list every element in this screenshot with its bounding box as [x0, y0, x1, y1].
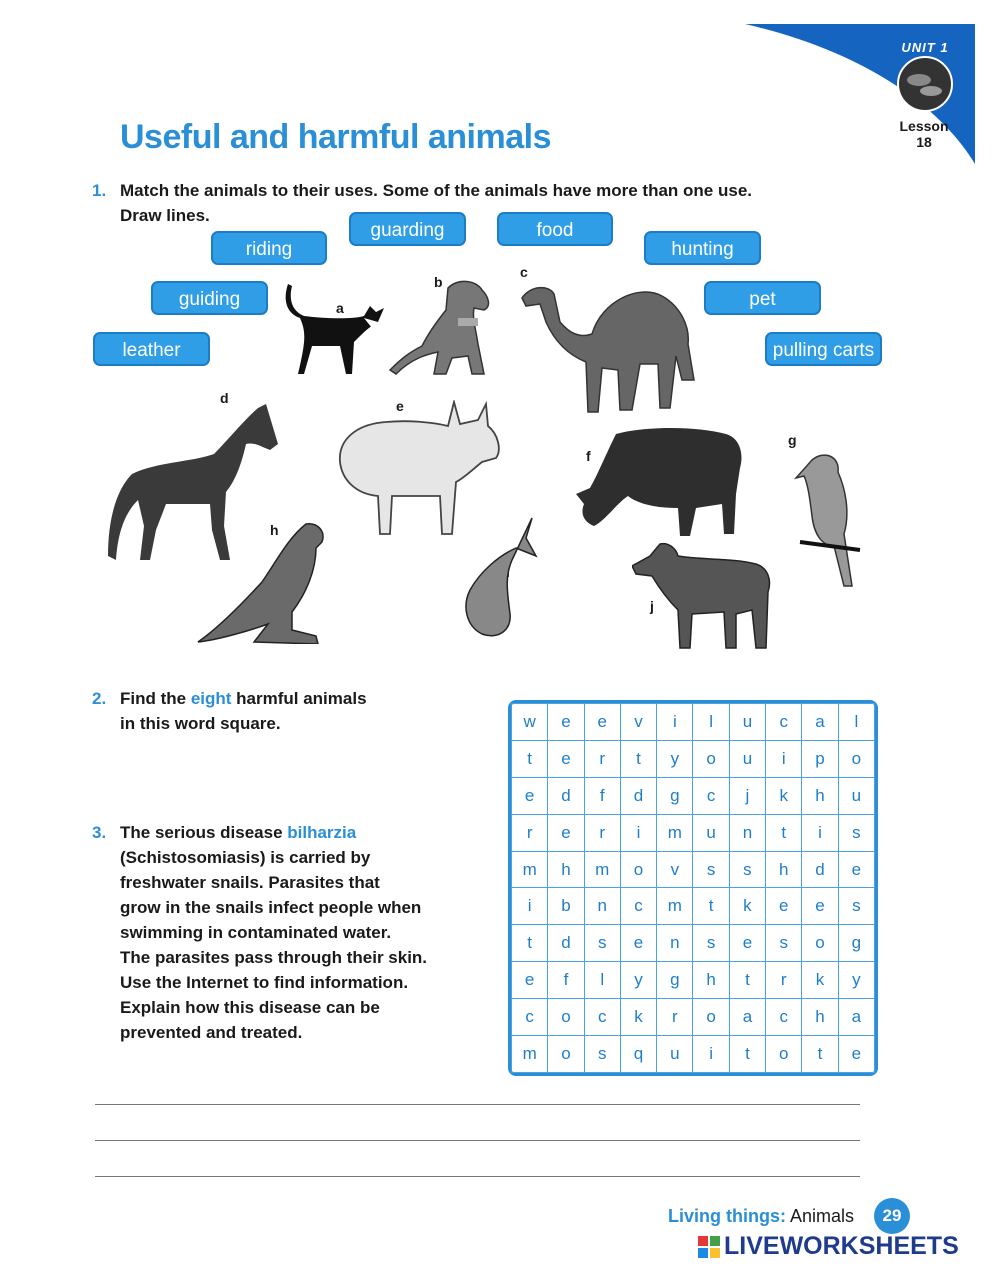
footer-topic — [668, 1206, 854, 1227]
word-square-cell[interactable]: e — [802, 888, 838, 925]
word-square-cell[interactable]: r — [512, 814, 548, 851]
q3-line: grow in the snails infect people when — [120, 898, 422, 917]
chip-riding[interactable]: riding — [211, 231, 327, 265]
word-square-cell[interactable]: s — [693, 925, 729, 962]
word-square-cell[interactable]: s — [584, 925, 620, 962]
word-square-cell[interactable]: r — [584, 740, 620, 777]
parrot-icon — [794, 450, 866, 590]
word-square-cell[interactable]: i — [693, 1036, 729, 1073]
question-1-text-2: Draw lines. — [120, 206, 210, 225]
question-number: 2. — [92, 689, 107, 708]
goat-icon — [632, 540, 774, 652]
word-square-cell[interactable]: e — [512, 777, 548, 814]
animal-letter-h: h — [270, 522, 279, 538]
word-square-cell[interactable]: m — [657, 888, 693, 925]
q2-text-post: harmful animals — [231, 689, 367, 708]
word-square-cell[interactable]: l — [693, 704, 729, 741]
animal-letter-d: d — [220, 390, 229, 406]
answer-line[interactable] — [95, 1140, 860, 1141]
word-square-cell[interactable]: t — [512, 925, 548, 962]
chip-hunting[interactable]: hunting — [644, 231, 761, 265]
footer-topic-bold: Living things: — [668, 1206, 786, 1226]
word-square-cell[interactable]: m — [512, 851, 548, 888]
word-square-cell[interactable]: o — [693, 999, 729, 1036]
liveworksheets-logo-icon — [698, 1236, 720, 1258]
answer-line[interactable] — [95, 1104, 860, 1105]
word-square-row — [512, 1036, 875, 1073]
word-square-cell[interactable]: e — [548, 704, 584, 741]
word-square-cell[interactable]: c — [584, 999, 620, 1036]
word-square-cell[interactable]: s — [838, 814, 874, 851]
dog-icon — [388, 278, 500, 382]
q3-line: Explain how this disease can be — [120, 998, 380, 1017]
word-square-cell[interactable]: f — [548, 962, 584, 999]
watermark: LIVEWORKSHEETS — [724, 1232, 959, 1260]
word-square-cell[interactable]: e — [548, 814, 584, 851]
animal-letter-j: j — [650, 598, 654, 614]
word-square-cell[interactable]: g — [657, 777, 693, 814]
camel-icon — [520, 278, 700, 418]
lesson-number: 18 — [916, 134, 932, 150]
word-square-cell[interactable]: g — [657, 962, 693, 999]
chip-leather[interactable]: leather — [93, 332, 210, 366]
word-square-cell[interactable]: e — [838, 851, 874, 888]
chip-food[interactable]: food — [497, 212, 613, 246]
word-square-cell[interactable]: y — [838, 962, 874, 999]
cow-icon — [576, 424, 746, 544]
word-square-cell[interactable]: q — [620, 1036, 656, 1073]
word-square-cell[interactable]: h — [693, 962, 729, 999]
word-square-cell[interactable]: u — [838, 777, 874, 814]
word-square-cell[interactable]: a — [802, 704, 838, 741]
chip-guiding[interactable]: guiding — [151, 281, 268, 315]
word-square-cell[interactable]: t — [729, 962, 765, 999]
word-square-cell[interactable]: c — [693, 777, 729, 814]
word-square-cell[interactable]: s — [584, 1036, 620, 1073]
word-square-row — [512, 851, 875, 888]
word-square-cell[interactable]: o — [548, 999, 584, 1036]
lesson-label — [892, 118, 956, 150]
word-square-cell[interactable]: a — [838, 999, 874, 1036]
word-square-cell[interactable]: n — [729, 814, 765, 851]
word-square-cell[interactable]: h — [548, 851, 584, 888]
word-square-cell[interactable]: r — [657, 999, 693, 1036]
word-square — [508, 700, 878, 1076]
word-square-cell[interactable]: d — [802, 851, 838, 888]
word-square-cell[interactable]: e — [548, 740, 584, 777]
animal-letter-e: e — [396, 398, 404, 414]
word-square-row — [512, 888, 875, 925]
lesson-word: Lesson — [899, 118, 949, 134]
word-square-row — [512, 777, 875, 814]
word-square-cell[interactable]: t — [693, 888, 729, 925]
word-square-row — [512, 814, 875, 851]
answer-line[interactable] — [95, 1176, 860, 1177]
word-square-cell[interactable]: r — [766, 962, 802, 999]
word-square-cell[interactable]: t — [620, 740, 656, 777]
footer-subtopic: Animals — [785, 1206, 855, 1226]
word-square-cell[interactable]: h — [802, 999, 838, 1036]
chip-pulling-carts[interactable]: pulling carts — [765, 332, 882, 366]
word-square-cell[interactable]: h — [802, 777, 838, 814]
word-square-cell[interactable]: e — [512, 962, 548, 999]
word-square-cell[interactable]: e — [620, 925, 656, 962]
q2-text-pre: Find the — [120, 689, 191, 708]
word-square-cell[interactable]: c — [512, 999, 548, 1036]
word-square-cell[interactable]: p — [802, 740, 838, 777]
word-square-cell[interactable]: o — [838, 740, 874, 777]
q3-line: (Schistosomiasis) is carried by — [120, 848, 371, 867]
q2-line2: in this word square. — [120, 714, 281, 733]
word-square-cell[interactable]: t — [729, 1036, 765, 1073]
word-square-row — [512, 704, 875, 741]
fish-icon — [452, 516, 538, 640]
word-square-cell[interactable]: o — [620, 851, 656, 888]
word-square-cell[interactable]: s — [693, 851, 729, 888]
word-square-cell[interactable]: u — [729, 740, 765, 777]
word-square-cell[interactable]: o — [548, 1036, 584, 1073]
chip-pet[interactable]: pet — [704, 281, 821, 315]
word-square-cell[interactable]: f — [584, 777, 620, 814]
q3-text-pre: The serious disease — [120, 823, 288, 842]
word-square-cell[interactable]: o — [802, 925, 838, 962]
word-square-cell[interactable]: n — [657, 925, 693, 962]
question-3 — [92, 820, 490, 1045]
question-number: 1. — [92, 181, 107, 200]
word-square-row — [512, 999, 875, 1036]
q3-line: prevented and treated. — [120, 1023, 303, 1042]
q3-line: swimming in contaminated water. — [120, 923, 392, 942]
word-square-cell[interactable]: c — [766, 704, 802, 741]
falcon-icon — [196, 520, 328, 644]
word-square-cell[interactable]: v — [657, 851, 693, 888]
page-number: 29 — [874, 1198, 910, 1234]
word-square-cell[interactable]: m — [512, 1036, 548, 1073]
word-square-cell[interactable]: h — [766, 851, 802, 888]
animal-letter-f: f — [586, 448, 591, 464]
word-square-cell[interactable]: y — [657, 740, 693, 777]
word-square-cell[interactable]: u — [693, 814, 729, 851]
word-square-cell[interactable]: a — [729, 999, 765, 1036]
word-square-row — [512, 740, 875, 777]
word-square-cell[interactable]: d — [548, 925, 584, 962]
word-square-cell[interactable]: t — [766, 814, 802, 851]
question-number: 3. — [92, 823, 107, 842]
word-square-cell[interactable]: d — [548, 777, 584, 814]
word-square-cell[interactable]: k — [620, 999, 656, 1036]
word-square-cell[interactable]: k — [729, 888, 765, 925]
word-square-cell[interactable]: u — [729, 704, 765, 741]
word-square-cell[interactable]: k — [802, 962, 838, 999]
word-square-cell[interactable]: o — [766, 1036, 802, 1073]
word-square-cell[interactable]: s — [729, 851, 765, 888]
animal-letter-g: g — [788, 432, 797, 448]
word-square-cell[interactable]: c — [766, 999, 802, 1036]
word-square-cell[interactable]: e — [766, 888, 802, 925]
word-square-cell[interactable]: i — [657, 704, 693, 741]
word-square-cell[interactable]: d — [620, 777, 656, 814]
word-square-cell[interactable]: o — [693, 740, 729, 777]
q3-line: freshwater snails. Parasites that — [120, 873, 380, 892]
word-square-cell[interactable]: m — [584, 851, 620, 888]
chip-guarding[interactable]: guarding — [349, 212, 466, 246]
word-square-cell[interactable]: n — [584, 888, 620, 925]
word-square-cell[interactable]: b — [548, 888, 584, 925]
word-square-cell[interactable]: e — [729, 925, 765, 962]
word-square-cell[interactable]: k — [766, 777, 802, 814]
word-square-cell[interactable]: c — [620, 888, 656, 925]
word-square-cell[interactable]: s — [766, 925, 802, 962]
word-square-cell[interactable]: i — [620, 814, 656, 851]
question-2 — [92, 686, 450, 736]
word-square-cell[interactable]: w — [512, 704, 548, 741]
word-square-cell[interactable]: i — [766, 740, 802, 777]
word-square-row — [512, 962, 875, 999]
word-square-cell[interactable]: v — [620, 704, 656, 741]
animal-letter-a: a — [336, 300, 344, 316]
q3-line: The parasites pass through their skin. — [120, 948, 428, 967]
word-square-cell[interactable]: t — [512, 740, 548, 777]
word-square-cell[interactable]: y — [620, 962, 656, 999]
word-square-cell[interactable]: e — [584, 704, 620, 741]
word-square-cell[interactable]: r — [584, 814, 620, 851]
page-title: Useful and harmful animals — [120, 118, 551, 156]
word-square-cell[interactable]: i — [802, 814, 838, 851]
word-square-cell[interactable]: s — [838, 888, 874, 925]
unit-badge — [893, 40, 957, 130]
word-square-cell[interactable]: i — [512, 888, 548, 925]
fish-photo-icon — [895, 55, 955, 113]
animal-letter-c: c — [520, 264, 528, 280]
word-square-cell[interactable]: u — [657, 1036, 693, 1073]
word-square-cell[interactable]: j — [729, 777, 765, 814]
word-square-cell[interactable]: t — [802, 1036, 838, 1073]
animal-letter-b: b — [434, 274, 443, 290]
q3-line: Use the Internet to find information. — [120, 973, 409, 992]
q3-highlight: bilharzia — [287, 823, 357, 842]
word-square-cell[interactable]: l — [838, 704, 874, 741]
cat-icon — [280, 282, 386, 382]
word-square-cell[interactable]: l — [584, 962, 620, 999]
unit-label: UNIT 1 — [901, 40, 949, 55]
word-square-table — [511, 703, 875, 1073]
q2-highlight: eight — [190, 689, 232, 708]
word-square-row — [512, 925, 875, 962]
word-square-cell[interactable]: e — [838, 1036, 874, 1073]
word-square-cell[interactable]: m — [657, 814, 693, 851]
question-1-text: Match the animals to their uses. Some of the animals have more than one use. — [120, 181, 752, 200]
word-square-cell[interactable]: g — [838, 925, 874, 962]
